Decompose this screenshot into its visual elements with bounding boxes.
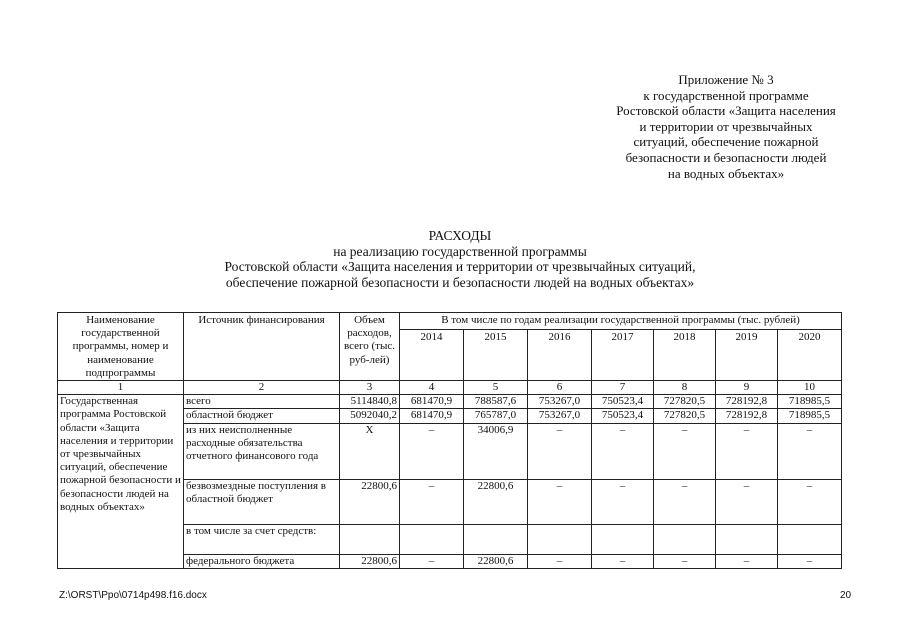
- column-number: 9: [716, 381, 778, 395]
- year-value-cell: [592, 524, 654, 554]
- year-value-cell: –: [400, 423, 464, 479]
- footer-file-path: Z:\ORST\Ppo\0714p498.f16.docx: [59, 590, 207, 601]
- column-number: 4: [400, 381, 464, 395]
- source-cell: областной бюджет: [184, 409, 340, 423]
- source-cell: в том числе за счет средств:: [184, 524, 340, 554]
- appendix-line: и территории от чрезвычайных: [639, 118, 813, 134]
- column-number: 3: [340, 381, 400, 395]
- year-value-cell: 753267,0: [528, 409, 592, 423]
- year-value-cell: 765787,0: [464, 409, 528, 423]
- header-name: Наименование государственной программы, номер и наименование подпрограммы: [58, 313, 184, 381]
- document-title: [140, 228, 780, 290]
- year-value-cell: –: [716, 423, 778, 479]
- total-cell: [340, 524, 400, 554]
- year-value-cell: –: [654, 479, 716, 524]
- title-line: РАСХОДЫ: [428, 228, 492, 243]
- column-number: 5: [464, 381, 528, 395]
- year-value-cell: 750523,4: [592, 395, 654, 409]
- year-value-cell: [464, 524, 528, 554]
- year-value-cell: 718985,5: [778, 395, 842, 409]
- year-value-cell: 728192,8: [716, 395, 778, 409]
- year-value-cell: 727820,5: [654, 409, 716, 423]
- year-value-cell: 34006,9: [464, 423, 528, 479]
- year-value-cell: 22800,6: [464, 554, 528, 568]
- header-year: 2019: [716, 329, 778, 380]
- header-year: 2020: [778, 329, 842, 380]
- year-value-cell: –: [528, 554, 592, 568]
- source-cell: всего: [184, 395, 340, 409]
- title-line: Ростовской области «Защита населения и территории от чрезвычайных ситуаций,: [224, 259, 696, 274]
- column-number: 8: [654, 381, 716, 395]
- year-value-cell: [654, 524, 716, 554]
- column-number: 10: [778, 381, 842, 395]
- year-value-cell: –: [778, 423, 842, 479]
- header-year: 2017: [592, 329, 654, 380]
- header-year: 2014: [400, 329, 464, 380]
- header-years-group: В том числе по годам реализации государственной программы (тыс. рублей): [400, 313, 842, 330]
- year-value-cell: –: [592, 423, 654, 479]
- year-value-cell: 22800,6: [464, 479, 528, 524]
- year-value-cell: –: [528, 479, 592, 524]
- appendix-line: Приложение № 3: [678, 72, 774, 87]
- appendix-line: Ростовской области «Защита населения: [616, 103, 836, 119]
- column-number: 7: [592, 381, 654, 395]
- year-value-cell: [778, 524, 842, 554]
- year-value-cell: [716, 524, 778, 554]
- year-value-cell: 753267,0: [528, 395, 592, 409]
- year-value-cell: –: [654, 423, 716, 479]
- expenses-table: [57, 312, 842, 569]
- year-value-cell: 681470,9: [400, 395, 464, 409]
- total-cell: Х: [340, 423, 400, 479]
- source-cell: федерального бюджета: [184, 554, 340, 568]
- year-value-cell: –: [528, 423, 592, 479]
- year-value-cell: –: [778, 554, 842, 568]
- year-value-cell: –: [654, 554, 716, 568]
- year-value-cell: –: [592, 479, 654, 524]
- page-number: 20: [840, 590, 852, 601]
- year-value-cell: –: [400, 554, 464, 568]
- header-year: 2015: [464, 329, 528, 380]
- column-number: 6: [528, 381, 592, 395]
- source-cell: из них неисполненные расходные обязательства отчетного финансового года: [184, 423, 340, 479]
- table-row: [58, 395, 842, 409]
- header-year: 2016: [528, 329, 592, 380]
- year-value-cell: [400, 524, 464, 554]
- column-number: 1: [58, 381, 184, 395]
- total-cell: 22800,6: [340, 479, 400, 524]
- column-number: 2: [184, 381, 340, 395]
- title-line: обеспечение пожарной безопасности и безопасности людей на водных объектах»: [225, 274, 695, 290]
- source-cell: безвозмездные поступления в областной бюджет: [184, 479, 340, 524]
- appendix-line: на водных объектах»: [667, 165, 785, 181]
- title-line: на реализацию государственной программы: [333, 243, 587, 259]
- header-year: 2018: [654, 329, 716, 380]
- total-cell: 22800,6: [340, 554, 400, 568]
- program-name-cell: Государственная программа Ростовской области «Защита населения и территории от чрезвычайных ситуаций, обеспечение пожарной безопасности и безопасности людей на водных объектах»: [58, 395, 184, 569]
- appendix-note: [596, 72, 856, 181]
- appendix-line: безопасности и безопасности людей: [625, 149, 827, 165]
- appendix-line: ситуаций, обеспечение пожарной: [633, 134, 819, 150]
- year-value-cell: 728192,8: [716, 409, 778, 423]
- year-value-cell: 750523,4: [592, 409, 654, 423]
- total-cell: 5114840,8: [340, 395, 400, 409]
- total-cell: 5092040,2: [340, 409, 400, 423]
- year-value-cell: –: [778, 479, 842, 524]
- year-value-cell: [528, 524, 592, 554]
- year-value-cell: 681470,9: [400, 409, 464, 423]
- year-value-cell: –: [592, 554, 654, 568]
- appendix-line: к государственной программе: [643, 87, 809, 103]
- header-volume: Объем расходов, всего (тыс. руб-лей): [340, 313, 400, 381]
- year-value-cell: 788587,6: [464, 395, 528, 409]
- year-value-cell: –: [716, 479, 778, 524]
- year-value-cell: –: [400, 479, 464, 524]
- year-value-cell: 727820,5: [654, 395, 716, 409]
- year-value-cell: 718985,5: [778, 409, 842, 423]
- header-source: Источник финансирования: [184, 313, 340, 381]
- year-value-cell: –: [716, 554, 778, 568]
